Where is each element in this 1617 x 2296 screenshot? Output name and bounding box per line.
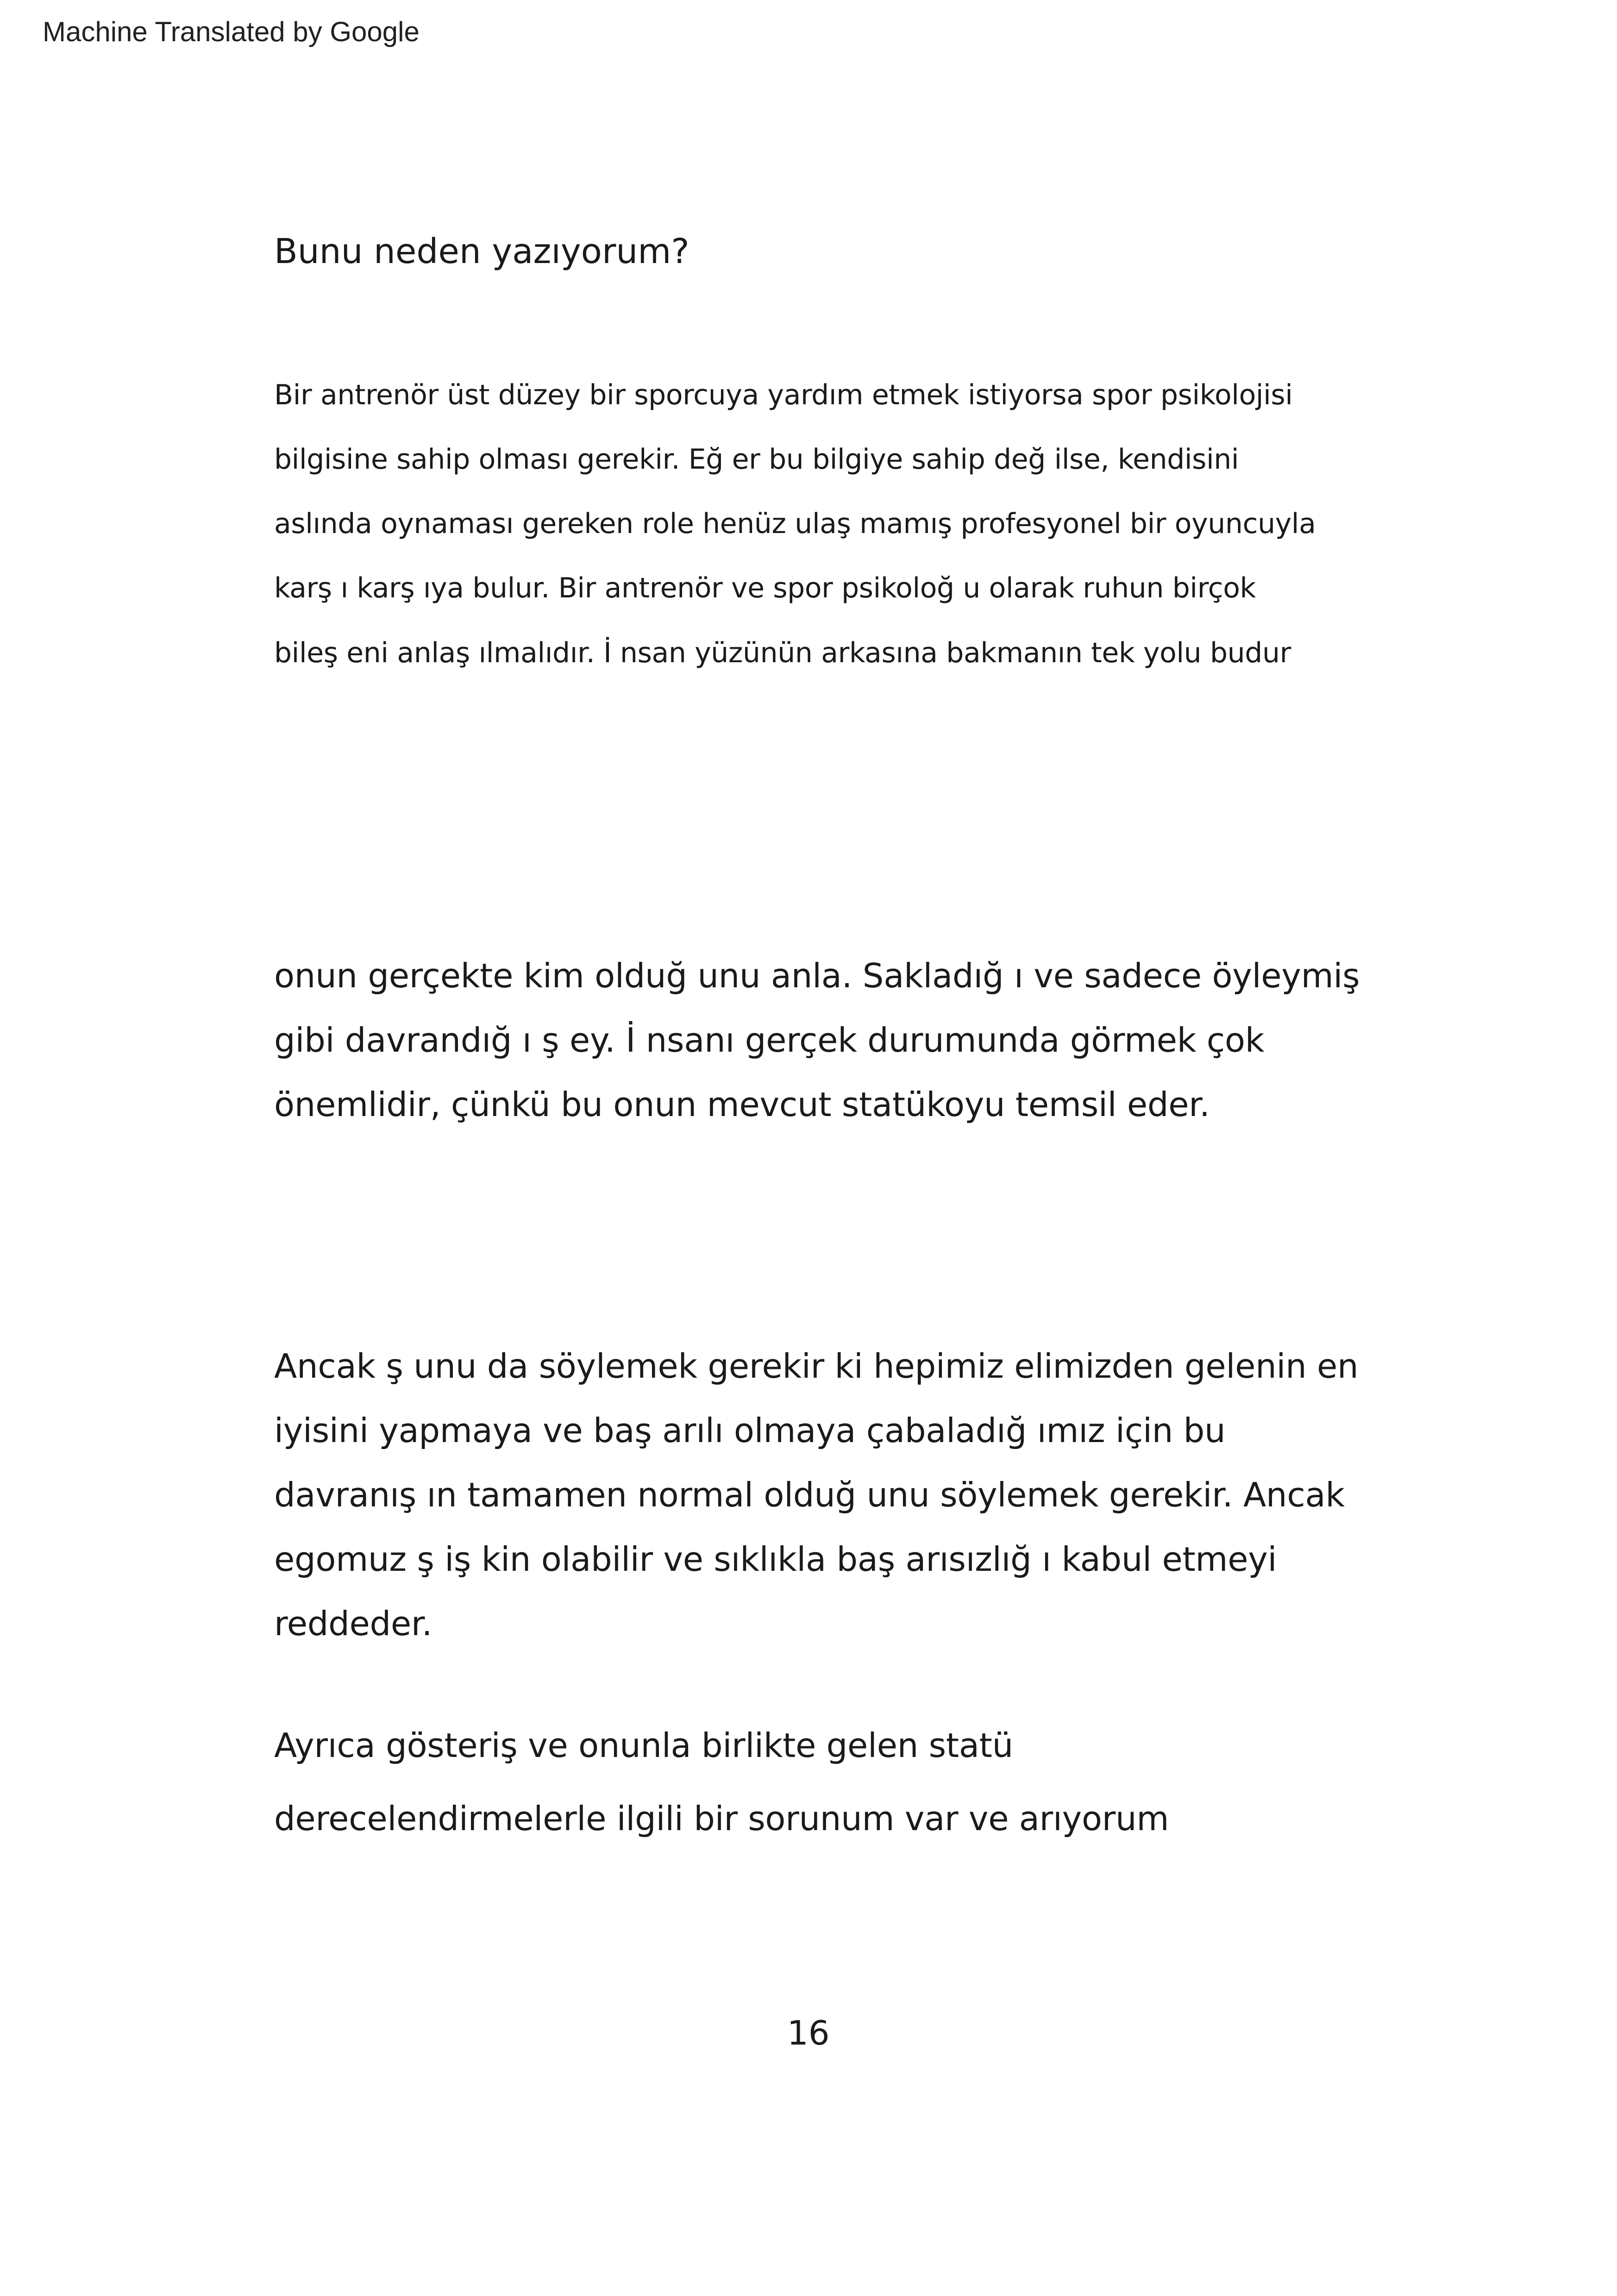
paragraph-line: Ayrıca gösteriş ve onunla birlikte gelen statü: [274, 1726, 1013, 1765]
paragraph-line: onun gerçekte kim olduğ unu anla. Sakladığ ı ve sadece öyleymiş: [274, 956, 1360, 995]
paragraph-line: Ancak ş unu da söylemek gerekir ki hepimiz elimizden gelenin en: [274, 1347, 1359, 1386]
paragraph-line: karş ı karş ıya bulur. Bir antrenör ve spor psikoloğ u olarak ruhun birçok: [274, 572, 1256, 604]
paragraph-line: bilgisine sahip olması gerekir. Eğ er bu bilgiye sahip değ ilse, kendisini: [274, 443, 1239, 476]
paragraph-line: reddeder.: [274, 1604, 432, 1643]
paragraph-line: aslında oynaması gereken role henüz ulaş mamış profesyonel bir oyuncuyla: [274, 508, 1316, 540]
paragraph-line: iyisini yapmaya ve baş arılı olmaya çabaladığ ımız için bu: [274, 1411, 1226, 1450]
paragraph-line: gibi davrandığ ı ş ey. İ nsanı gerçek durumunda görmek çok: [274, 1021, 1265, 1060]
page-number: 16: [787, 2014, 830, 2052]
paragraph-line: önemlidir, çünkü bu onun mevcut statükoyu temsil eder.: [274, 1085, 1210, 1124]
paragraph-line: derecelendirmelerle ilgili bir sorunum var ve arıyorum: [274, 1799, 1169, 1838]
section-heading: Bunu neden yazıyorum?: [274, 232, 689, 271]
paragraph-line: egomuz ş iş kin olabilir ve sıklıkla baş arısızlığ ı kabul etmeyi: [274, 1540, 1277, 1579]
paragraph-line: davranış ın tamamen normal olduğ unu söylemek gerekir. Ancak: [274, 1475, 1345, 1514]
paragraph-line: Bir antrenör üst düzey bir sporcuya yardım etmek istiyorsa spor psikolojisi: [274, 379, 1293, 411]
paragraph-line: bileş eni anlaş ılmalıdır. İ nsan yüzünün arkasına bakmanın tek yolu budur: [274, 637, 1291, 669]
machine-translation-banner: Machine Translated by Google: [43, 16, 420, 47]
